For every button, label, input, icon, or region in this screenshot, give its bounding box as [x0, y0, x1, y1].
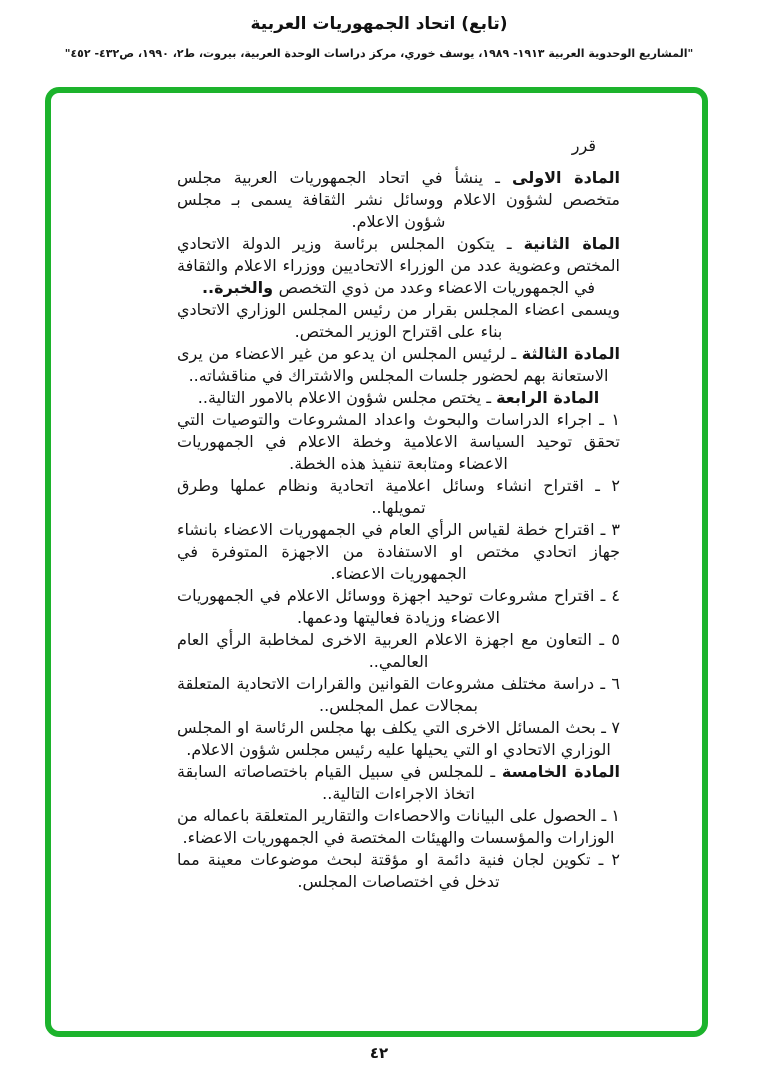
source-citation: "المشاريع الوحدوية العربية ١٩١٣- ١٩٨٩، يوسف خوري، مركز دراسات الوحدة العربية، بيروت، ط٢، ١٩٩٠، ص٤٣٢- ٤٥٢" — [64, 47, 694, 60]
paragraph-text: ـ للمجلس في سبيل القيام باختصاصاته السابقة اتخاذ الاجراءات التالية.. — [177, 762, 502, 803]
article-paragraph — [177, 519, 620, 585]
article-paragraph — [177, 673, 620, 717]
page-number: ٤٢ — [369, 1044, 389, 1062]
article-lead: المادة الخامسة — [501, 762, 620, 781]
paragraph-text: ٢ ـ اقتراح انشاء وسائل اعلامية اتحادية ونظام عملها وطرق تمويلها.. — [177, 476, 620, 517]
paragraph-text: ٣ ـ اقتراح خطة لقياس الرأي العام في الجمهوريات الاعضاء بانشاء جهاز اتحادي مختص او الاستفادة من الاجهزة المتوفرة في الجمهوريات الاعضاء. — [177, 520, 620, 583]
paragraph-text: ـ لرئيس المجلس ان يدعو من غير الاعضاء من يرى الاستعانة بهم لحضور جلسات المجلس والاشتراك في مناقشاته.. — [177, 344, 609, 385]
decree-text — [177, 135, 620, 893]
paragraph-text: ١ ـ اجراء الدراسات والبحوث واعداد المشروعات والتوصيات التي تحقق توحيد السياسة الاعلامية وخطة الاعلام في الجمهوريات الاعضاء ومتابعة تنفيذ هذه الخطة. — [177, 410, 620, 473]
decree-word: قرر — [571, 136, 596, 155]
article-lead: المادة الرابعة — [496, 388, 600, 407]
article-paragraph — [177, 387, 620, 409]
article-paragraph — [177, 761, 620, 805]
paragraph-text: ٧ ـ بحث المسائل الاخرى التي يكلف بها مجلس الرئاسة او المجلس الوزاري الاتحادي او التي يحيلها عليه رئيس مجلس شؤون الاعلام. — [177, 718, 620, 759]
article-lead: المادة الاولى — [512, 168, 621, 187]
article-paragraph — [177, 167, 620, 233]
page-header — [0, 0, 758, 60]
article-lead: المادة الثالثة — [521, 344, 620, 363]
paragraph-text: ٥ ـ التعاون مع اجهزة الاعلام العربية الاخرى لمخاطبة الرأي العام العالمي.. — [177, 630, 620, 671]
article-paragraph — [177, 805, 620, 849]
paragraph-text: ـ ينشأ في اتحاد الجمهوريات العربية مجلس متخصص لشؤون الاعلام ووسائل نشر الثقافة يسمى بـ مجلس شؤون الاعلام. — [177, 168, 620, 231]
paragraph-tail: والخبرة.. — [201, 278, 279, 297]
paragraph-text: ـ يختص مجلس شؤون الاعلام بالامور التالية.. — [197, 388, 497, 407]
paragraph-text: ويسمى اعضاء المجلس بقرار من رئيس المجلس الوزاري الاتحادي بناء على اقتراح الوزير المختص. — [177, 300, 620, 341]
article-paragraph — [177, 849, 620, 893]
paragraph-text: ٢ ـ تكوين لجان فنية دائمة او مؤقتة لبحث موضوعات معينة مما تدخل في اختصاصات المجلس. — [177, 850, 620, 891]
article-paragraph — [177, 717, 620, 761]
content-frame — [45, 87, 708, 1037]
article-paragraph — [177, 409, 620, 475]
paragraph-text: ١ ـ الحصول على البيانات والاحصاءات والتقارير المتعلقة باعماله من الوزارات والمؤسسات والهيئات المختصة في الجمهوريات الاعضاء. — [177, 806, 620, 847]
article-lead: الماة الثانية — [523, 234, 620, 253]
paragraph-text: ٦ ـ دراسة مختلف مشروعات القوانين والقرارات الاتحادية المتعلقة بمجالات عمل المجلس.. — [177, 674, 620, 715]
paragraph-text: ٤ ـ اقتراح مشروعات توحيد اجهزة ووسائل الاعلام في الجمهوريات الاعضاء وزيادة فعاليتها ودعمها. — [177, 586, 620, 627]
article-paragraph — [177, 629, 620, 673]
article-paragraph — [177, 233, 620, 299]
article-paragraph — [177, 585, 620, 629]
article-paragraph — [177, 299, 620, 343]
page-title: (تابع) اتحاد الجمهوريات العربية — [250, 14, 508, 34]
article-paragraph — [177, 343, 620, 387]
article-paragraph — [177, 475, 620, 519]
paragraph-text: ـ يتكون المجلس برئاسة وزير الدولة الاتحادي المختص وعضوية عدد من الوزراء الاتحاديين ووزراء الاعلام والثقافة في الجمهوريات الاعضاء وعدد من ذوي التخصص — [177, 234, 620, 297]
